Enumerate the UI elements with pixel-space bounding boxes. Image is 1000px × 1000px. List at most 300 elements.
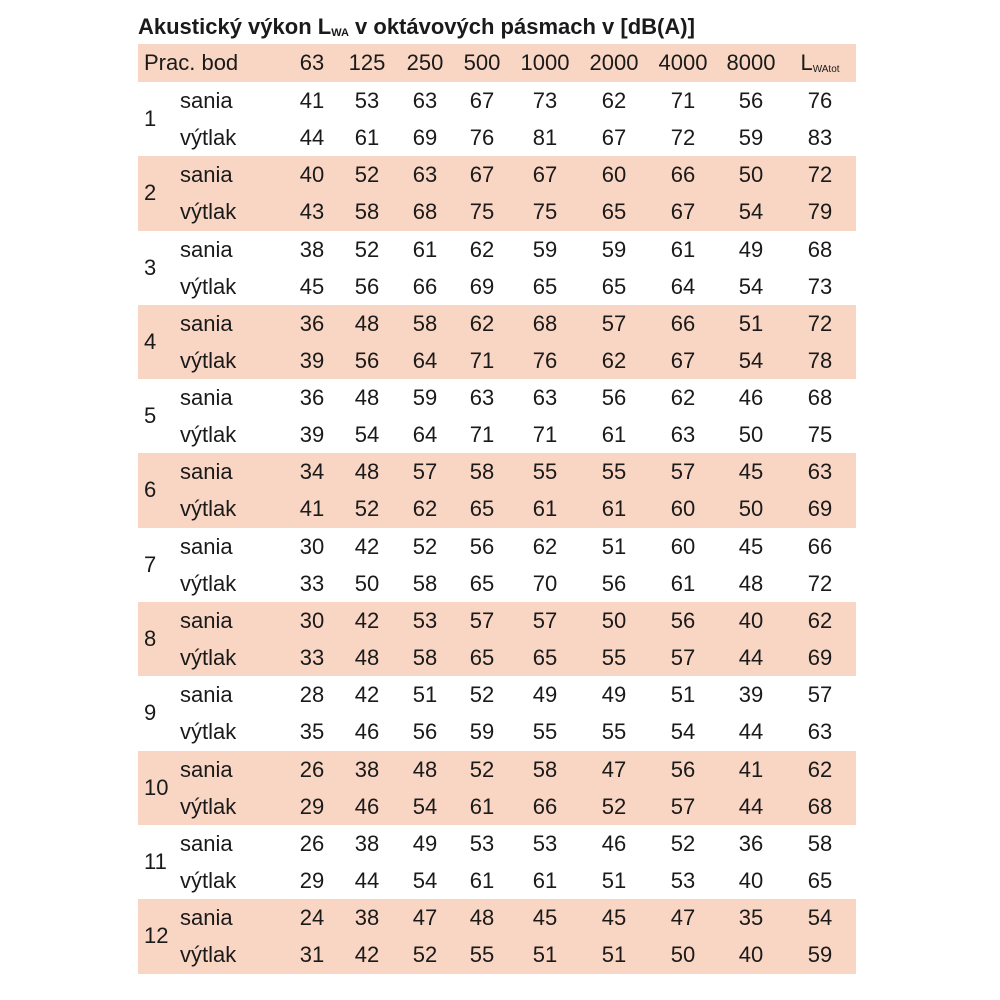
value-cell: 50 — [601, 608, 627, 634]
row-label: výtlak — [180, 719, 237, 745]
value-cell: 67 — [670, 347, 696, 373]
value-cell: 58 — [412, 570, 438, 596]
value-cell: 63 — [412, 88, 438, 113]
value-cell: 65 — [601, 273, 627, 299]
value-cell: 65 — [532, 645, 558, 671]
value-cell: 71 — [469, 422, 495, 448]
value-cell: 53 — [354, 88, 380, 113]
value-cell: 66 — [670, 310, 696, 336]
row-label: výtlak — [180, 645, 237, 671]
value-cell: 64 — [670, 273, 696, 299]
value-cell: 56 — [670, 756, 696, 782]
value-cell: 60 — [601, 162, 627, 188]
value-cell: 50 — [738, 496, 764, 522]
value-cell: 54 — [412, 867, 438, 893]
value-cell: 57 — [469, 608, 495, 634]
header-first: Prac. bod — [144, 50, 239, 75]
value-cell: 47 — [670, 905, 696, 931]
value-cell: 26 — [299, 830, 325, 856]
row-group — [138, 825, 856, 899]
table-row-vytlak — [138, 639, 856, 676]
value-cell: 38 — [299, 236, 325, 262]
table-row-sania — [138, 156, 856, 193]
table-row-sania — [138, 676, 856, 713]
table-row-vytlak — [138, 416, 856, 453]
value-cell: 53 — [532, 830, 558, 856]
value-cell: 56 — [412, 719, 438, 745]
value-cell: 44 — [738, 793, 764, 819]
title-main: Akustický výkon L — [138, 14, 332, 39]
value-cell: 54 — [354, 422, 380, 448]
value-cell: 76 — [532, 347, 558, 373]
value-cell: 57 — [670, 793, 696, 819]
total-cell: 58 — [807, 830, 833, 856]
row-label: výtlak — [180, 273, 237, 299]
total-cell: 78 — [807, 347, 833, 373]
value-cell: 61 — [412, 236, 438, 262]
value-cell: 61 — [354, 125, 380, 150]
total-cell: 54 — [807, 905, 833, 931]
value-cell: 63 — [532, 385, 558, 411]
row-label: sania — [180, 459, 233, 485]
value-cell: 33 — [299, 570, 325, 596]
row-label: sania — [180, 905, 233, 931]
value-cell: 46 — [738, 385, 764, 411]
row-group — [138, 751, 856, 825]
total-cell: 79 — [807, 199, 833, 225]
row-label: sania — [180, 608, 233, 634]
value-cell: 62 — [670, 385, 696, 411]
value-cell: 56 — [469, 533, 495, 559]
row-group — [138, 676, 856, 750]
value-cell: 53 — [412, 608, 438, 634]
value-cell: 51 — [532, 942, 558, 968]
value-cell: 45 — [738, 533, 764, 559]
point-number: 7 — [144, 551, 157, 577]
value-cell: 29 — [299, 793, 325, 819]
value-cell: 61 — [532, 867, 558, 893]
header-band: 250 — [406, 50, 444, 75]
value-cell: 61 — [601, 422, 627, 448]
value-cell: 61 — [601, 496, 627, 522]
value-cell: 52 — [354, 236, 380, 262]
value-cell: 50 — [354, 570, 380, 596]
title-subscript: WA — [331, 27, 349, 39]
value-cell: 53 — [670, 867, 696, 893]
header-band: 1000 — [520, 50, 570, 75]
row-label: sania — [180, 756, 233, 782]
value-cell: 64 — [412, 347, 438, 373]
value-cell: 49 — [601, 682, 627, 708]
point-number: 9 — [144, 700, 157, 726]
value-cell: 58 — [412, 645, 438, 671]
value-cell: 58 — [469, 459, 495, 485]
row-label: výtlak — [180, 942, 237, 968]
row-label: výtlak — [180, 496, 237, 522]
value-cell: 55 — [532, 719, 558, 745]
value-cell: 64 — [412, 422, 438, 448]
value-cell: 48 — [738, 570, 764, 596]
value-cell: 48 — [354, 385, 380, 411]
value-cell: 50 — [670, 942, 696, 968]
value-cell: 61 — [469, 867, 495, 893]
value-cell: 59 — [412, 385, 438, 411]
value-cell: 56 — [354, 347, 380, 373]
value-cell: 62 — [601, 88, 627, 113]
value-cell: 44 — [738, 719, 764, 745]
table-row-sania — [138, 528, 856, 565]
value-cell: 63 — [469, 385, 495, 411]
value-cell: 62 — [412, 496, 438, 522]
total-cell: 57 — [807, 682, 833, 708]
table-row-sania — [138, 602, 856, 639]
value-cell: 60 — [670, 496, 696, 522]
value-cell: 26 — [299, 756, 325, 782]
table-row-sania — [138, 899, 856, 936]
table-row-sania — [138, 82, 856, 119]
point-number: 12 — [144, 923, 169, 949]
value-cell: 46 — [354, 719, 380, 745]
value-cell: 45 — [738, 459, 764, 485]
point-number: 2 — [144, 180, 157, 206]
value-cell: 69 — [469, 273, 495, 299]
value-cell: 56 — [670, 608, 696, 634]
total-cell: 75 — [807, 422, 833, 448]
header-band: 2000 — [589, 50, 639, 75]
value-cell: 62 — [469, 236, 495, 262]
table-row-vytlak — [138, 490, 856, 527]
value-cell: 67 — [469, 88, 495, 113]
value-cell: 51 — [601, 533, 627, 559]
value-cell: 47 — [601, 756, 627, 782]
total-cell: 83 — [807, 125, 833, 150]
row-label: sania — [180, 236, 233, 262]
value-cell: 39 — [738, 682, 764, 708]
header-total-main: L — [800, 50, 813, 75]
value-cell: 75 — [532, 199, 558, 225]
value-cell: 57 — [670, 459, 696, 485]
header-band: 4000 — [658, 50, 708, 75]
value-cell: 52 — [412, 942, 438, 968]
value-cell: 59 — [469, 719, 495, 745]
value-cell: 67 — [469, 162, 495, 188]
value-cell: 36 — [299, 385, 325, 411]
total-cell: 62 — [807, 608, 833, 634]
value-cell: 40 — [299, 162, 325, 188]
total-cell: 59 — [807, 942, 833, 968]
total-cell: 63 — [807, 459, 833, 485]
point-number: 3 — [144, 254, 157, 280]
value-cell: 48 — [412, 756, 438, 782]
value-cell: 59 — [532, 236, 558, 262]
value-cell: 48 — [354, 310, 380, 336]
table-row-vytlak — [138, 862, 856, 899]
value-cell: 60 — [670, 533, 696, 559]
value-cell: 57 — [601, 310, 627, 336]
point-number: 10 — [144, 774, 169, 800]
row-label: výtlak — [180, 199, 237, 225]
value-cell: 42 — [354, 942, 380, 968]
value-cell: 81 — [532, 125, 558, 150]
value-cell: 57 — [412, 459, 438, 485]
total-cell: 62 — [807, 756, 833, 782]
value-cell: 55 — [601, 645, 627, 671]
total-cell: 66 — [807, 533, 833, 559]
value-cell: 49 — [412, 830, 438, 856]
row-label: sania — [180, 88, 233, 113]
value-cell: 58 — [532, 756, 558, 782]
value-cell: 56 — [601, 570, 627, 596]
value-cell: 58 — [412, 310, 438, 336]
total-cell: 72 — [807, 570, 833, 596]
value-cell: 39 — [299, 422, 325, 448]
value-cell: 42 — [354, 682, 380, 708]
value-cell: 45 — [601, 905, 627, 931]
value-cell: 34 — [299, 459, 325, 485]
row-label: sania — [180, 162, 233, 188]
row-label: sania — [180, 385, 233, 411]
value-cell: 40 — [738, 608, 764, 634]
value-cell: 44 — [738, 645, 764, 671]
point-number: 6 — [144, 477, 157, 503]
value-cell: 62 — [532, 533, 558, 559]
row-group — [138, 899, 856, 973]
value-cell: 57 — [532, 608, 558, 634]
value-cell: 39 — [299, 347, 325, 373]
row-label: výtlak — [180, 793, 237, 819]
row-group — [138, 305, 856, 379]
value-cell: 29 — [299, 867, 325, 893]
value-cell: 38 — [354, 905, 380, 931]
value-cell: 67 — [670, 199, 696, 225]
value-cell: 38 — [354, 830, 380, 856]
value-cell: 42 — [354, 608, 380, 634]
value-cell: 24 — [299, 905, 325, 931]
total-cell: 72 — [807, 162, 833, 188]
value-cell: 59 — [738, 125, 764, 150]
row-label: výtlak — [180, 570, 237, 596]
table-row-vytlak — [138, 342, 856, 379]
value-cell: 36 — [738, 830, 764, 856]
row-group — [138, 379, 856, 453]
value-cell: 41 — [299, 88, 325, 113]
value-cell: 30 — [299, 608, 325, 634]
value-cell: 56 — [738, 88, 764, 113]
value-cell: 52 — [469, 682, 495, 708]
value-cell: 48 — [469, 905, 495, 931]
value-cell: 49 — [532, 682, 558, 708]
value-cell: 65 — [601, 199, 627, 225]
value-cell: 65 — [532, 273, 558, 299]
value-cell: 56 — [601, 385, 627, 411]
value-cell: 40 — [738, 867, 764, 893]
value-cell: 68 — [412, 199, 438, 225]
value-cell: 49 — [738, 236, 764, 262]
row-group — [138, 602, 856, 676]
value-cell: 75 — [469, 199, 495, 225]
value-cell: 67 — [601, 125, 627, 150]
value-cell: 62 — [469, 310, 495, 336]
value-cell: 67 — [532, 162, 558, 188]
header-row — [138, 44, 856, 82]
row-label: výtlak — [180, 867, 237, 893]
table-row-vytlak — [138, 193, 856, 230]
value-cell: 30 — [299, 533, 325, 559]
value-cell: 41 — [299, 496, 325, 522]
value-cell: 54 — [738, 273, 764, 299]
value-cell: 61 — [670, 236, 696, 262]
value-cell: 72 — [670, 125, 696, 150]
row-label: výtlak — [180, 125, 237, 150]
table-row-sania — [138, 825, 856, 862]
acoustic-table — [138, 10, 856, 974]
table-row-vytlak — [138, 565, 856, 602]
value-cell: 57 — [670, 645, 696, 671]
value-cell: 66 — [670, 162, 696, 188]
value-cell: 58 — [354, 199, 380, 225]
value-cell: 76 — [469, 125, 495, 150]
value-cell: 31 — [299, 942, 325, 968]
row-group — [138, 528, 856, 602]
value-cell: 52 — [670, 830, 696, 856]
point-number: 11 — [144, 848, 167, 874]
row-group — [138, 82, 856, 156]
value-cell: 54 — [738, 347, 764, 373]
value-cell: 66 — [412, 273, 438, 299]
value-cell: 41 — [738, 756, 764, 782]
value-cell: 35 — [738, 905, 764, 931]
value-cell: 51 — [601, 867, 627, 893]
value-cell: 52 — [354, 496, 380, 522]
header-band: 500 — [463, 50, 501, 75]
value-cell: 59 — [601, 236, 627, 262]
row-label: výtlak — [180, 422, 237, 448]
value-cell: 54 — [670, 719, 696, 745]
value-cell: 70 — [532, 570, 558, 596]
value-cell: 54 — [412, 793, 438, 819]
value-cell: 48 — [354, 459, 380, 485]
total-cell: 73 — [807, 273, 833, 299]
value-cell: 52 — [354, 162, 380, 188]
total-cell: 76 — [807, 88, 833, 113]
table-row-sania — [138, 305, 856, 342]
row-label: sania — [180, 830, 233, 856]
table-row-sania — [138, 379, 856, 416]
table-body — [138, 82, 856, 974]
table-row-sania — [138, 453, 856, 490]
value-cell: 73 — [532, 88, 558, 113]
value-cell: 52 — [469, 756, 495, 782]
total-cell: 69 — [807, 645, 833, 671]
value-cell: 55 — [469, 942, 495, 968]
table-row-vytlak — [138, 936, 856, 973]
value-cell: 46 — [601, 830, 627, 856]
table-row-vytlak — [138, 119, 856, 156]
total-cell: 68 — [807, 793, 833, 819]
value-cell: 40 — [738, 942, 764, 968]
point-number: 5 — [144, 403, 157, 429]
title-rest: v oktávových pásmach v [dB(A)] — [348, 14, 695, 39]
value-cell: 45 — [532, 905, 558, 931]
table-row-vytlak — [138, 788, 856, 825]
value-cell: 44 — [354, 867, 380, 893]
value-cell: 43 — [299, 199, 325, 225]
header-total-sub: WAtot — [812, 64, 840, 75]
value-cell: 55 — [601, 459, 627, 485]
total-cell: 69 — [807, 496, 833, 522]
total-cell: 68 — [807, 385, 833, 411]
value-cell: 44 — [299, 125, 325, 150]
value-cell: 51 — [670, 682, 696, 708]
value-cell: 38 — [354, 756, 380, 782]
value-cell: 33 — [299, 645, 325, 671]
header-band: 125 — [348, 50, 386, 75]
value-cell: 65 — [469, 645, 495, 671]
value-cell: 51 — [738, 310, 764, 336]
value-cell: 61 — [670, 570, 696, 596]
table-row-vytlak — [138, 713, 856, 750]
value-cell: 61 — [532, 496, 558, 522]
value-cell: 50 — [738, 162, 764, 188]
value-cell: 65 — [469, 570, 495, 596]
header-band: 8000 — [726, 50, 776, 75]
header-band: 63 — [299, 50, 325, 75]
value-cell: 46 — [354, 793, 380, 819]
row-group — [138, 453, 856, 527]
value-cell: 65 — [469, 496, 495, 522]
value-cell: 45 — [299, 273, 325, 299]
value-cell: 51 — [412, 682, 438, 708]
value-cell: 71 — [469, 347, 495, 373]
value-cell: 51 — [601, 942, 627, 968]
value-cell: 50 — [738, 422, 764, 448]
value-cell: 55 — [601, 719, 627, 745]
value-cell: 28 — [299, 682, 325, 708]
row-group — [138, 231, 856, 305]
value-cell: 54 — [738, 199, 764, 225]
value-cell: 36 — [299, 310, 325, 336]
value-cell: 42 — [354, 533, 380, 559]
value-cell: 52 — [601, 793, 627, 819]
table-row-vytlak — [138, 268, 856, 305]
table-title — [138, 10, 856, 44]
value-cell: 62 — [601, 347, 627, 373]
row-label: výtlak — [180, 347, 237, 373]
row-label: sania — [180, 533, 233, 559]
table-row-sania — [138, 751, 856, 788]
value-cell: 66 — [532, 793, 558, 819]
value-cell: 68 — [532, 310, 558, 336]
value-cell: 61 — [469, 793, 495, 819]
value-cell: 56 — [354, 273, 380, 299]
value-cell: 63 — [412, 162, 438, 188]
point-number: 1 — [144, 106, 157, 131]
value-cell: 71 — [670, 88, 696, 113]
row-group — [138, 156, 856, 230]
total-cell: 72 — [807, 310, 833, 336]
value-cell: 71 — [532, 422, 558, 448]
value-cell: 35 — [299, 719, 325, 745]
value-cell: 63 — [670, 422, 696, 448]
value-cell: 48 — [354, 645, 380, 671]
total-cell: 68 — [807, 236, 833, 262]
value-cell: 53 — [469, 830, 495, 856]
total-cell: 63 — [807, 719, 833, 745]
total-cell: 65 — [807, 867, 833, 893]
value-cell: 55 — [532, 459, 558, 485]
value-cell: 69 — [412, 125, 438, 150]
point-number: 4 — [144, 328, 157, 354]
